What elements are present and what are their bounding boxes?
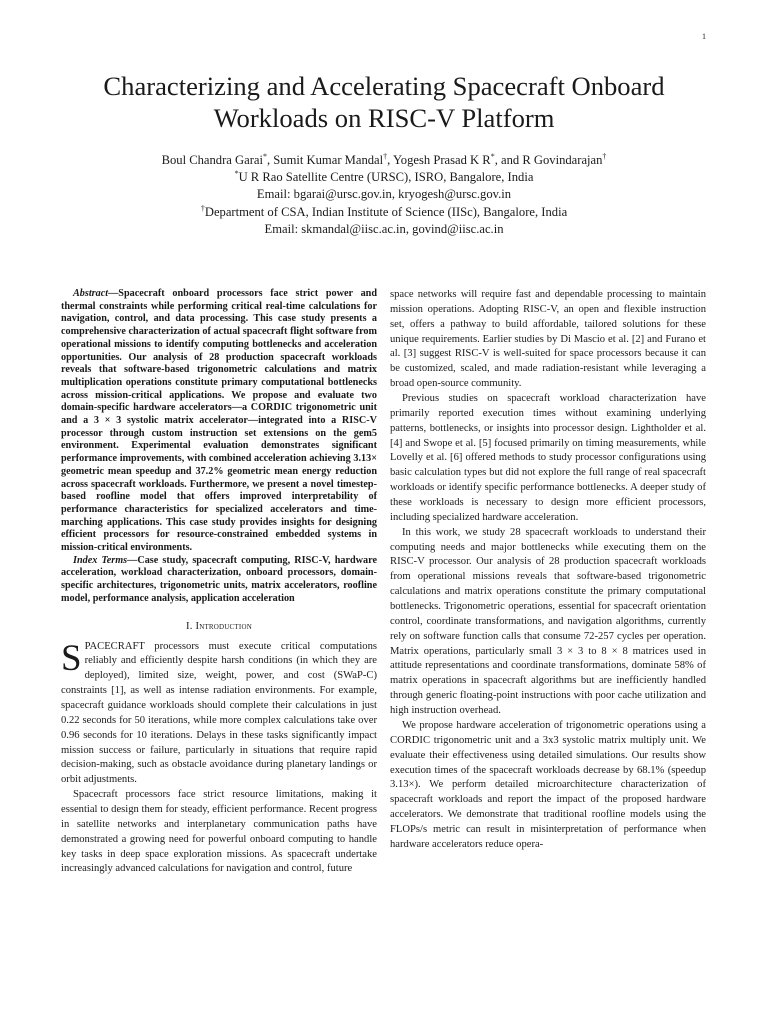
intro-paragraph-5-math-1: 3.13× bbox=[390, 779, 415, 791]
author-4: , and R Govindarajan bbox=[494, 153, 603, 167]
intro-paragraph-4-text-c: matrices used in attitude representations and coordinate transformations, dominate 58% of matrix operations in spacecraft algorithms but are inefficiently handled through generic floating-point instructions with poor cache utilization and high instruction overhead. bbox=[390, 645, 707, 717]
author-4-mark: † bbox=[602, 152, 607, 161]
abstract-text-2: systolic matrix accelerator—integrated into a RISC-V processor through custom instruction set extensions on the gem5 environment. Experimental evaluation demonstrates significant performance improvements, with combined acceleration achieving bbox=[61, 415, 377, 465]
author-2-mark: † bbox=[383, 152, 388, 161]
section-title: Introduction bbox=[195, 620, 252, 632]
author-1-mark: * bbox=[263, 152, 267, 161]
index-terms-dash: — bbox=[127, 554, 138, 566]
title-line-2: Workloads on RISC-V Platform bbox=[213, 103, 555, 133]
section-heading-introduction bbox=[61, 620, 377, 634]
intro-paragraph-3: Previous studies on spacecraft workload characterization have primarily reported execution times without examining underlying patterns, bottlenecks, or insights into processor design. Lightholder et al. [4] and Swope et al. [5] focused primarily on timing measurements, while Lovelly et al. [6] offered methods to study processor configurations using basic calculation types but did not explore the full range of real spacecraft workloads or identify specific performance bottlenecks. A deeper study of these workloads is necessary to design more efficient processors, including specialized hardware acceleration. bbox=[390, 393, 706, 523]
drop-cap: S bbox=[61, 637, 82, 679]
author-3-mark: * bbox=[490, 152, 495, 161]
intro-paragraph-5 bbox=[390, 719, 706, 853]
affiliation-2-mark: † bbox=[200, 203, 205, 213]
section-numeral: I. bbox=[186, 620, 196, 632]
abstract-text-4: geometric mean energy reduction across spacecraft workloads. Furthermore, we present a novel timestep-based roofline model that offers improved interpretability of performance characteristics for specialized accelerators and time-marching applications. This case study provides insights for designing efficient processors for resource-constrained embedded systems in mission-critical environments. bbox=[61, 465, 377, 554]
abstract-math-3: 37.2% bbox=[195, 465, 224, 477]
affiliation-2-text: Department of CSA, Indian Institute of Science (IISc), Bangalore, India bbox=[204, 204, 568, 219]
index-terms bbox=[61, 555, 377, 606]
title-line-1: Characterizing and Accelerating Spacecraft Onboard bbox=[103, 71, 665, 101]
affiliation-1-mark: * bbox=[234, 169, 239, 179]
email-1: Email: bgarai@ursc.gov.in, kryogesh@ursc.gov.in bbox=[256, 187, 512, 202]
intro-paragraph-4-math-1: 3 × 3 bbox=[556, 645, 584, 657]
page-number: 1 bbox=[702, 32, 706, 41]
intro-paragraph-1 bbox=[61, 637, 377, 789]
author-block bbox=[30, 152, 738, 238]
right-column bbox=[390, 288, 706, 853]
affiliation-1 bbox=[30, 169, 738, 186]
intro-paragraph-1-text: PACECRAFT processors must execute critical computations reliably and efficiently despite harsh conditions (in which they are deployed), limited size, weight, power, and cost (SWaP-C) constraints [1], as well as intense radiation environments. For example, spacecraft guidance workloads should complete their calculations in just 0.22 seconds for 50 iterations, while more complex calculations take over 0.96 seconds for 10 iterations. Delays in these tasks significantly impact mission success or failure, particularly in situations that require rapid decision-making, such as obstacle avoidance during planetary landings or orbit adjustments. bbox=[61, 640, 377, 786]
intro-paragraph-4-text-a: In this work, we study 28 spacecraft workloads to understand their computing needs and major bottlenecks while executing them on the RISC-V processor. Our analysis of 28 production spacecraft workloads from operational missions reveals that software-based trigonometric calculations and matrix operations constitute the primary computational bottlenecks. Trigonometric operations, essential for spacecraft orientation control, coordinate transformations, and navigation algorithms, currently rely on software function calls that consume 72-257 cycles per operation. Matrix operations, particularly small bbox=[390, 526, 706, 657]
author-3: , Yogesh Prasad K R bbox=[387, 153, 491, 167]
author-1: Boul Chandra Garai bbox=[161, 153, 263, 167]
intro-paragraph-5-text-b: ). We perform detailed microarchitecture characterization of spacecraft workloads and report the impact of the proposed hardware accelerators. We demonstrate that traditional roofline models using the FLOPs/s metric can result in misinterpretation of performance when hardware accelerators reduce opera- bbox=[390, 779, 706, 850]
abstract bbox=[61, 288, 377, 555]
email-2: Email: skmandal@iisc.ac.in, govind@iisc.ac.in bbox=[264, 221, 504, 236]
abstract-math-1: 3 × 3 bbox=[93, 415, 122, 427]
abstract-math-2: 3.13× bbox=[353, 453, 377, 465]
left-column bbox=[61, 288, 377, 877]
abstract-dash: — bbox=[108, 288, 119, 299]
abstract-label: Abstract bbox=[73, 288, 109, 299]
abstract-text-3: geometric mean speedup and bbox=[61, 465, 196, 477]
intro-paragraph-4-text-b: to bbox=[583, 645, 602, 657]
index-terms-text: Case study, spacecraft computing, RISC-V, hardware acceleration, workload characterization, onboard processors, domain-specific architectures, trigonometric units, matrix accelerators, roofline model, performance analysis, application acceleration bbox=[61, 554, 377, 604]
author-names bbox=[30, 152, 738, 169]
intro-paragraph-4 bbox=[390, 526, 706, 719]
intro-paragraph-2-continued: space networks will require fast and dependable processing to maintain mission operations. Adopting RISC-V, an open and flexible instruction set, offers a pathway to build affordable, tailored solutions for these unique requirements. Earlier studies by Di Mascio et al. [2] and Furano et al. [3] suggest RISC-V is well-suited for space processors because it can be customized, scaled, and made radiation-resistant while leveraging a broad open-source community. bbox=[390, 289, 706, 390]
intro-paragraph-2: Spacecraft processors face strict resource limitations, making it essential to design them for steady, efficient performance. Recent progress in satellite networks and interplanetary communication paths have demonstrated a growing need for powerful onboard computing to handle key tasks in deep space exploration missions. As spacecraft undertake increasingly advanced calculations for navigation and control, future bbox=[61, 789, 377, 875]
author-2: , Sumit Kumar Mandal bbox=[267, 153, 384, 167]
paper-title bbox=[30, 70, 738, 134]
abstract-text-1: Spacecraft onboard processors face strict power and thermal constraints while performing critical real-time calculations for navigation, control, and data processing. This case study presents a comprehensive characterization of actual spacecraft flight software from operational missions to identify computing bottlenecks and acceleration opportunities. Our analysis of 28 production spacecraft workloads reveals that software-based trigonometric calculations and matrix multiplication operations constitute primary computational bottlenecks across mission-critical applications. We propose and evaluate two domain-specific hardware accelerators—a CORDIC trigonometric unit and a bbox=[61, 288, 377, 427]
affiliation-2 bbox=[30, 204, 738, 221]
intro-paragraph-4-math-2: 8 × 8 bbox=[601, 645, 628, 657]
intro-paragraph-5-text-a: We propose hardware acceleration of trigonometric operations using a CORDIC trigonometric unit and a 3x3 systolic matrix multiply unit. We evaluate their effectiveness using detailed simulations. Our results show execution times of the spacecraft workloads decrease by 68.1% (speedup bbox=[390, 719, 706, 776]
index-terms-label: Index Terms bbox=[73, 554, 128, 566]
affiliation-1-text: U R Rao Satellite Centre (URSC), ISRO, Bangalore, India bbox=[238, 170, 534, 185]
